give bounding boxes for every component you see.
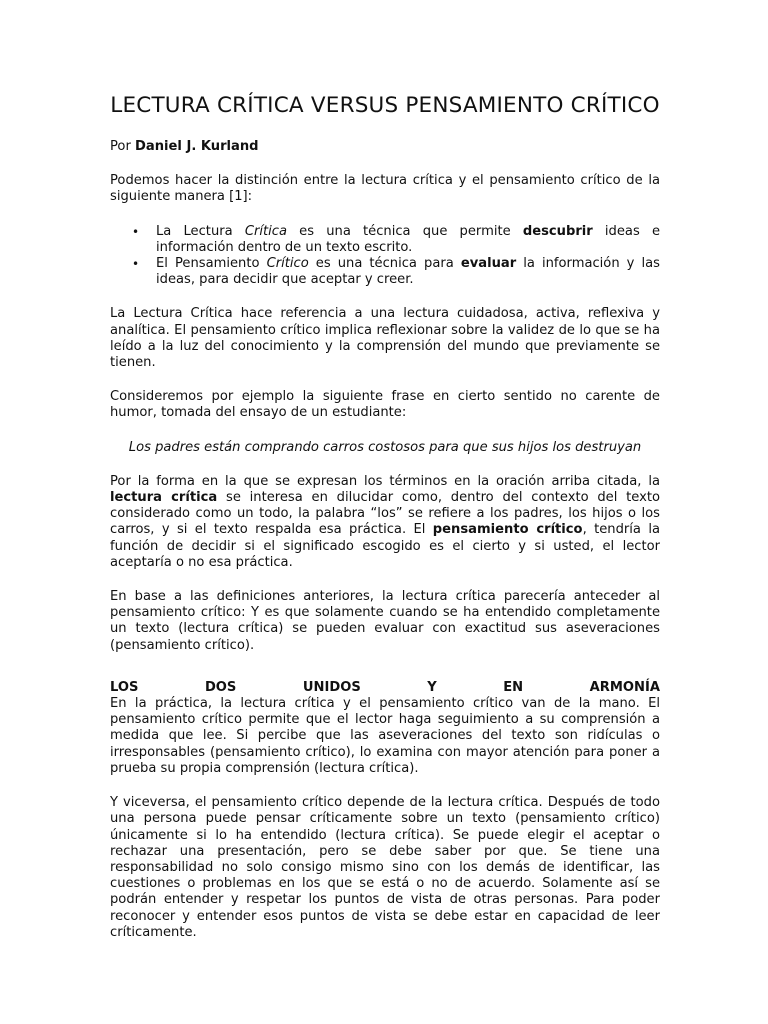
section-heading-word: LOS — [110, 679, 139, 695]
list-item-text: La Lectura — [156, 223, 245, 239]
list-item-text: es una técnica para — [308, 256, 461, 272]
section-heading — [110, 680, 660, 696]
byline — [110, 139, 660, 155]
list-item-text: ideas e información dentro de un texto escrito. — [156, 223, 660, 255]
bullet-icon: • — [132, 257, 140, 272]
definitions-list — [110, 224, 660, 289]
list-item-bold: descubrir — [522, 223, 593, 239]
section-heading-word: DOS — [204, 679, 237, 695]
document-page — [110, 92, 660, 959]
list-item-text: es una técnica que permite — [287, 223, 523, 239]
definition-paragraph: La Lectura Crítica hace referencia a una lectura cuidadosa, activa, reflexiva y analítica. El pensamiento crítico implica reflexionar sobre la validez de lo que se ha leído a la luz del conocimiento y la comprensión del mundo que previamente se tienen. — [110, 306, 660, 371]
byline-prefix: Por — [110, 139, 131, 154]
analysis-paragraph — [110, 474, 660, 571]
list-item-italic: Crítico — [266, 256, 309, 272]
analysis-text: se interesa en dilucidar como, dentro del contexto del texto considerado como un todo, la palabra “los” se refiere a los padres, los hijos o los carros, y si el texto respalda esa práctica. El — [110, 490, 661, 538]
base-paragraph: En base a las definiciones anteriores, la lectura crítica parecería anteceder al pensamiento crítico: Y es que solamente cuando se ha entendido completamente un texto (lectura crítica) se pueden evaluar con exactitud sus aseveraciones (pensamiento crítico). — [110, 589, 660, 653]
intro-paragraph: Podemos hacer la distinción entre la lectura crítica y el pensamiento crítico de la siguiente manera [1]: — [110, 173, 660, 205]
example-paragraph: Consideremos por ejemplo la siguiente frase en cierto sentido no carente de humor, tomada del ensayo de un estudiante: — [110, 389, 660, 421]
list-item — [132, 223, 660, 256]
bullet-icon: • — [132, 224, 140, 239]
practice-paragraph: En la práctica, la lectura crítica y el pensamiento crítico van de la mano. El pensamiento crítico permite que el lector haga seguimiento a su comprensión a medida que lee. Si percibe que las aseveraciones del texto son ridículas o irresponsables (pensamiento crítico), lo examina con mayor atención para poner a prueba su propia comprensión (lectura crítica). — [110, 696, 660, 776]
analysis-bold: lectura crítica — [110, 490, 218, 506]
section-heading-word: ARMONÍA — [589, 679, 660, 695]
analysis-text: Por la forma en la que se expresan los términos en la oración arriba citada, la — [110, 473, 660, 489]
analysis-text: , tendría la función de decidir si el significado escogido es el cierto y si usted, el lector aceptaría o no esa práctica. — [110, 522, 660, 570]
list-item-italic: Crítica — [244, 223, 287, 239]
section-heading-word: UNIDOS — [302, 679, 361, 695]
byline-author: Daniel J. Kurland — [135, 139, 259, 154]
section-heading-word: EN — [503, 679, 524, 695]
list-item-bold: evaluar — [460, 256, 517, 272]
quote: Los padres están comprando carros costosos para que sus hijos los destruyan — [128, 439, 642, 455]
list-item-text: la información y las ideas, para decidir que aceptar y creer. — [156, 256, 660, 288]
document-title: LECTURA CRÍTICA VERSUS PENSAMIENTO CRÍTICO — [110, 93, 660, 118]
list-item — [132, 256, 660, 288]
list-item-text: El Pensamiento — [156, 256, 267, 272]
analysis-bold: pensamiento crítico — [432, 522, 583, 538]
section-heading-word: Y — [427, 679, 437, 695]
viceversa-paragraph: Y viceversa, el pensamiento crítico depende de la lectura crítica. Después de todo una persona puede pensar críticamente sobre un texto (pensamiento crítico) únicamente si lo ha entendido (lectura crítica). Se puede elegir el aceptar o rechazar una presentación, pero se debe saber por que. Se tiene una responsabilidad no solo consigo mismo sino con los demás de identificar, las cuestiones o problemas en los que se está o no de acuerdo. Solamente así se podrán entender y respetar los puntos de vista de otras personas. Para poder reconocer y entender esos puntos de vista se debe estar en capacidad de leer críticamente. — [110, 795, 660, 940]
